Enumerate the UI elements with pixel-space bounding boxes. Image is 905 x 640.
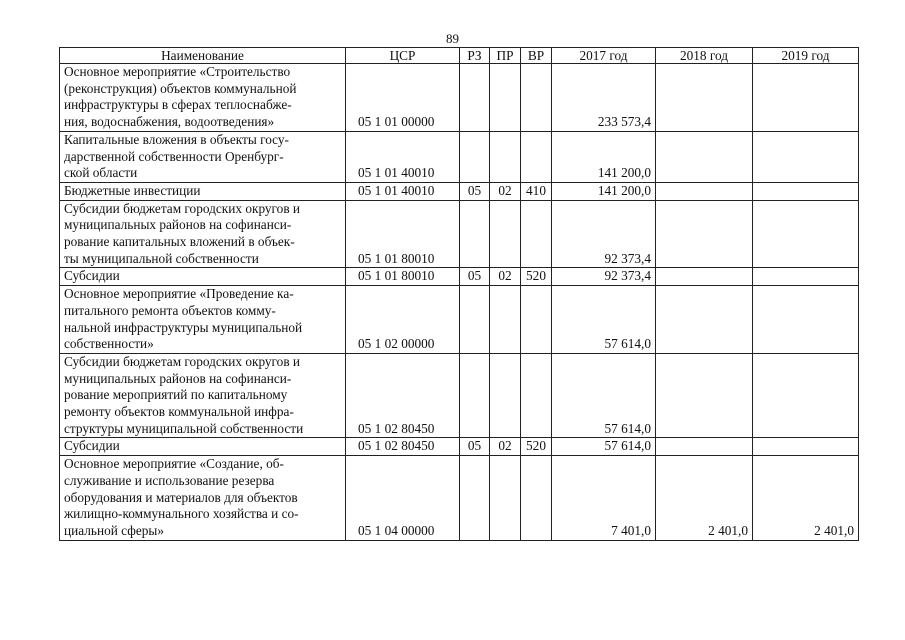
cell-2018 bbox=[656, 268, 753, 286]
cell-csr: 05 1 01 80010 bbox=[346, 200, 460, 268]
cell-2018 bbox=[656, 182, 753, 200]
cell-2017: 233 573,4 bbox=[552, 64, 656, 132]
cell-2018 bbox=[656, 438, 753, 456]
cell-rz: 05 bbox=[460, 182, 490, 200]
table-row bbox=[60, 456, 859, 541]
table-row bbox=[60, 131, 859, 182]
table-row bbox=[60, 268, 859, 286]
cell-name-line: (реконструкция) объектов коммунальной bbox=[64, 80, 297, 96]
cell-vr: 520 bbox=[521, 268, 552, 286]
cell-2017: 141 200,0 bbox=[552, 131, 656, 182]
cell-2018 bbox=[656, 200, 753, 268]
cell-name-line: Субсидии bbox=[64, 268, 120, 284]
cell-name bbox=[60, 286, 346, 354]
cell-rz bbox=[460, 353, 490, 438]
cell-2017: 92 373,4 bbox=[552, 268, 656, 286]
cell-csr: 05 1 02 00000 bbox=[346, 286, 460, 354]
cell-vr bbox=[521, 353, 552, 438]
cell-vr bbox=[521, 64, 552, 132]
cell-name-line: муниципальных районов на софинанси- bbox=[64, 217, 292, 233]
cell-name-line: дарственной собственности Оренбург- bbox=[64, 148, 284, 164]
cell-name-line: Субсидии bbox=[64, 438, 120, 454]
header-2019: 2019 год bbox=[753, 48, 859, 64]
cell-vr bbox=[521, 456, 552, 541]
cell-name-line: Бюджетные инвестиции bbox=[64, 182, 201, 198]
cell-csr: 05 1 01 40010 bbox=[346, 131, 460, 182]
cell-name-line: муниципальных районов на софинанси- bbox=[64, 370, 292, 386]
cell-name bbox=[60, 64, 346, 132]
cell-2018 bbox=[656, 286, 753, 354]
cell-name-line: инфраструктуры в сферах теплоснабже- bbox=[64, 97, 292, 113]
header-2018: 2018 год bbox=[656, 48, 753, 64]
cell-2017: 92 373,4 bbox=[552, 200, 656, 268]
table-body bbox=[60, 64, 859, 541]
table-row bbox=[60, 200, 859, 268]
header-rz: РЗ bbox=[460, 48, 490, 64]
cell-name-line: собственности» bbox=[64, 336, 154, 352]
cell-name-line: рование капитальных вложений в объек- bbox=[64, 234, 295, 250]
cell-name-line: Основное мероприятие «Проведение ка- bbox=[64, 286, 294, 302]
table-row bbox=[60, 182, 859, 200]
table-row bbox=[60, 353, 859, 438]
cell-pr: 02 bbox=[490, 182, 521, 200]
cell-csr: 05 1 04 00000 bbox=[346, 456, 460, 541]
cell-pr bbox=[490, 64, 521, 132]
cell-vr bbox=[521, 131, 552, 182]
cell-pr bbox=[490, 286, 521, 354]
cell-2019 bbox=[753, 286, 859, 354]
cell-name-line: Субсидии бюджетам городских округов и bbox=[64, 353, 301, 369]
table-row bbox=[60, 286, 859, 354]
header-csr: ЦСР bbox=[346, 48, 460, 64]
cell-2017: 7 401,0 bbox=[552, 456, 656, 541]
cell-2019: 2 401,0 bbox=[753, 456, 859, 541]
cell-rz bbox=[460, 286, 490, 354]
cell-2019 bbox=[753, 64, 859, 132]
cell-name-line: Основное мероприятие «Строительство bbox=[64, 64, 291, 79]
budget-table bbox=[59, 47, 859, 541]
cell-name bbox=[60, 353, 346, 438]
cell-2017: 57 614,0 bbox=[552, 353, 656, 438]
cell-rz: 05 bbox=[460, 268, 490, 286]
cell-name bbox=[60, 268, 346, 286]
cell-name-line: ты муниципальной собственности bbox=[64, 250, 259, 266]
cell-name-line: жилищно-коммунального хозяйства и со- bbox=[64, 506, 299, 522]
cell-pr bbox=[490, 456, 521, 541]
cell-vr: 520 bbox=[521, 438, 552, 456]
cell-2017: 57 614,0 bbox=[552, 286, 656, 354]
cell-2019 bbox=[753, 200, 859, 268]
cell-pr bbox=[490, 353, 521, 438]
header-name: Наименование bbox=[60, 48, 346, 64]
cell-name-line: оборудования и материалов для объектов bbox=[64, 489, 298, 505]
cell-name-line: Субсидии бюджетам городских округов и bbox=[64, 200, 301, 216]
cell-2018 bbox=[656, 353, 753, 438]
cell-2017: 57 614,0 bbox=[552, 438, 656, 456]
header-pr: ПР bbox=[490, 48, 521, 64]
cell-vr: 410 bbox=[521, 182, 552, 200]
cell-vr bbox=[521, 286, 552, 354]
cell-csr: 05 1 01 80010 bbox=[346, 268, 460, 286]
cell-name-line: Основное мероприятие «Создание, об- bbox=[64, 456, 284, 472]
header-2017: 2017 год bbox=[552, 48, 656, 64]
cell-2019 bbox=[753, 438, 859, 456]
table-row bbox=[60, 438, 859, 456]
table-row bbox=[60, 64, 859, 132]
cell-name-line: нальной инфраструктуры муниципальной bbox=[64, 319, 303, 335]
cell-name-line: питального ремонта объектов комму- bbox=[64, 302, 276, 318]
cell-vr bbox=[521, 200, 552, 268]
cell-name-line: структуры муниципальной собственности bbox=[64, 420, 304, 436]
cell-name-line: рование мероприятий по капитальному bbox=[64, 387, 288, 403]
cell-2019 bbox=[753, 268, 859, 286]
cell-name-line: служивание и использование резерва bbox=[64, 472, 275, 488]
cell-csr: 05 1 02 80450 bbox=[346, 353, 460, 438]
cell-2019 bbox=[753, 353, 859, 438]
cell-2019 bbox=[753, 131, 859, 182]
cell-name-line: ской области bbox=[64, 165, 138, 181]
cell-name bbox=[60, 456, 346, 541]
cell-pr bbox=[490, 200, 521, 268]
cell-name-line: Капитальные вложения в объекты госу- bbox=[64, 131, 289, 147]
cell-name-line: циальной сферы» bbox=[64, 522, 164, 538]
cell-rz bbox=[460, 131, 490, 182]
cell-2018: 2 401,0 bbox=[656, 456, 753, 541]
cell-pr: 02 bbox=[490, 268, 521, 286]
cell-name bbox=[60, 200, 346, 268]
cell-csr: 05 1 01 00000 bbox=[346, 64, 460, 132]
cell-csr: 05 1 02 80450 bbox=[346, 438, 460, 456]
cell-2017: 141 200,0 bbox=[552, 182, 656, 200]
header-vr: ВР bbox=[521, 48, 552, 64]
cell-name bbox=[60, 131, 346, 182]
cell-pr: 02 bbox=[490, 438, 521, 456]
cell-name-line: ремонту объектов коммунальной инфра- bbox=[64, 404, 294, 420]
cell-csr: 05 1 01 40010 bbox=[346, 182, 460, 200]
cell-name bbox=[60, 438, 346, 456]
cell-2018 bbox=[656, 131, 753, 182]
cell-2019 bbox=[753, 182, 859, 200]
cell-rz bbox=[460, 64, 490, 132]
cell-rz bbox=[460, 456, 490, 541]
table-header-row bbox=[60, 48, 859, 64]
cell-name bbox=[60, 182, 346, 200]
page-number: 89 bbox=[446, 31, 459, 46]
cell-rz: 05 bbox=[460, 438, 490, 456]
cell-2018 bbox=[656, 64, 753, 132]
cell-rz bbox=[460, 200, 490, 268]
cell-name-line: ния, водоснабжения, водоотведения» bbox=[64, 114, 275, 130]
cell-pr bbox=[490, 131, 521, 182]
